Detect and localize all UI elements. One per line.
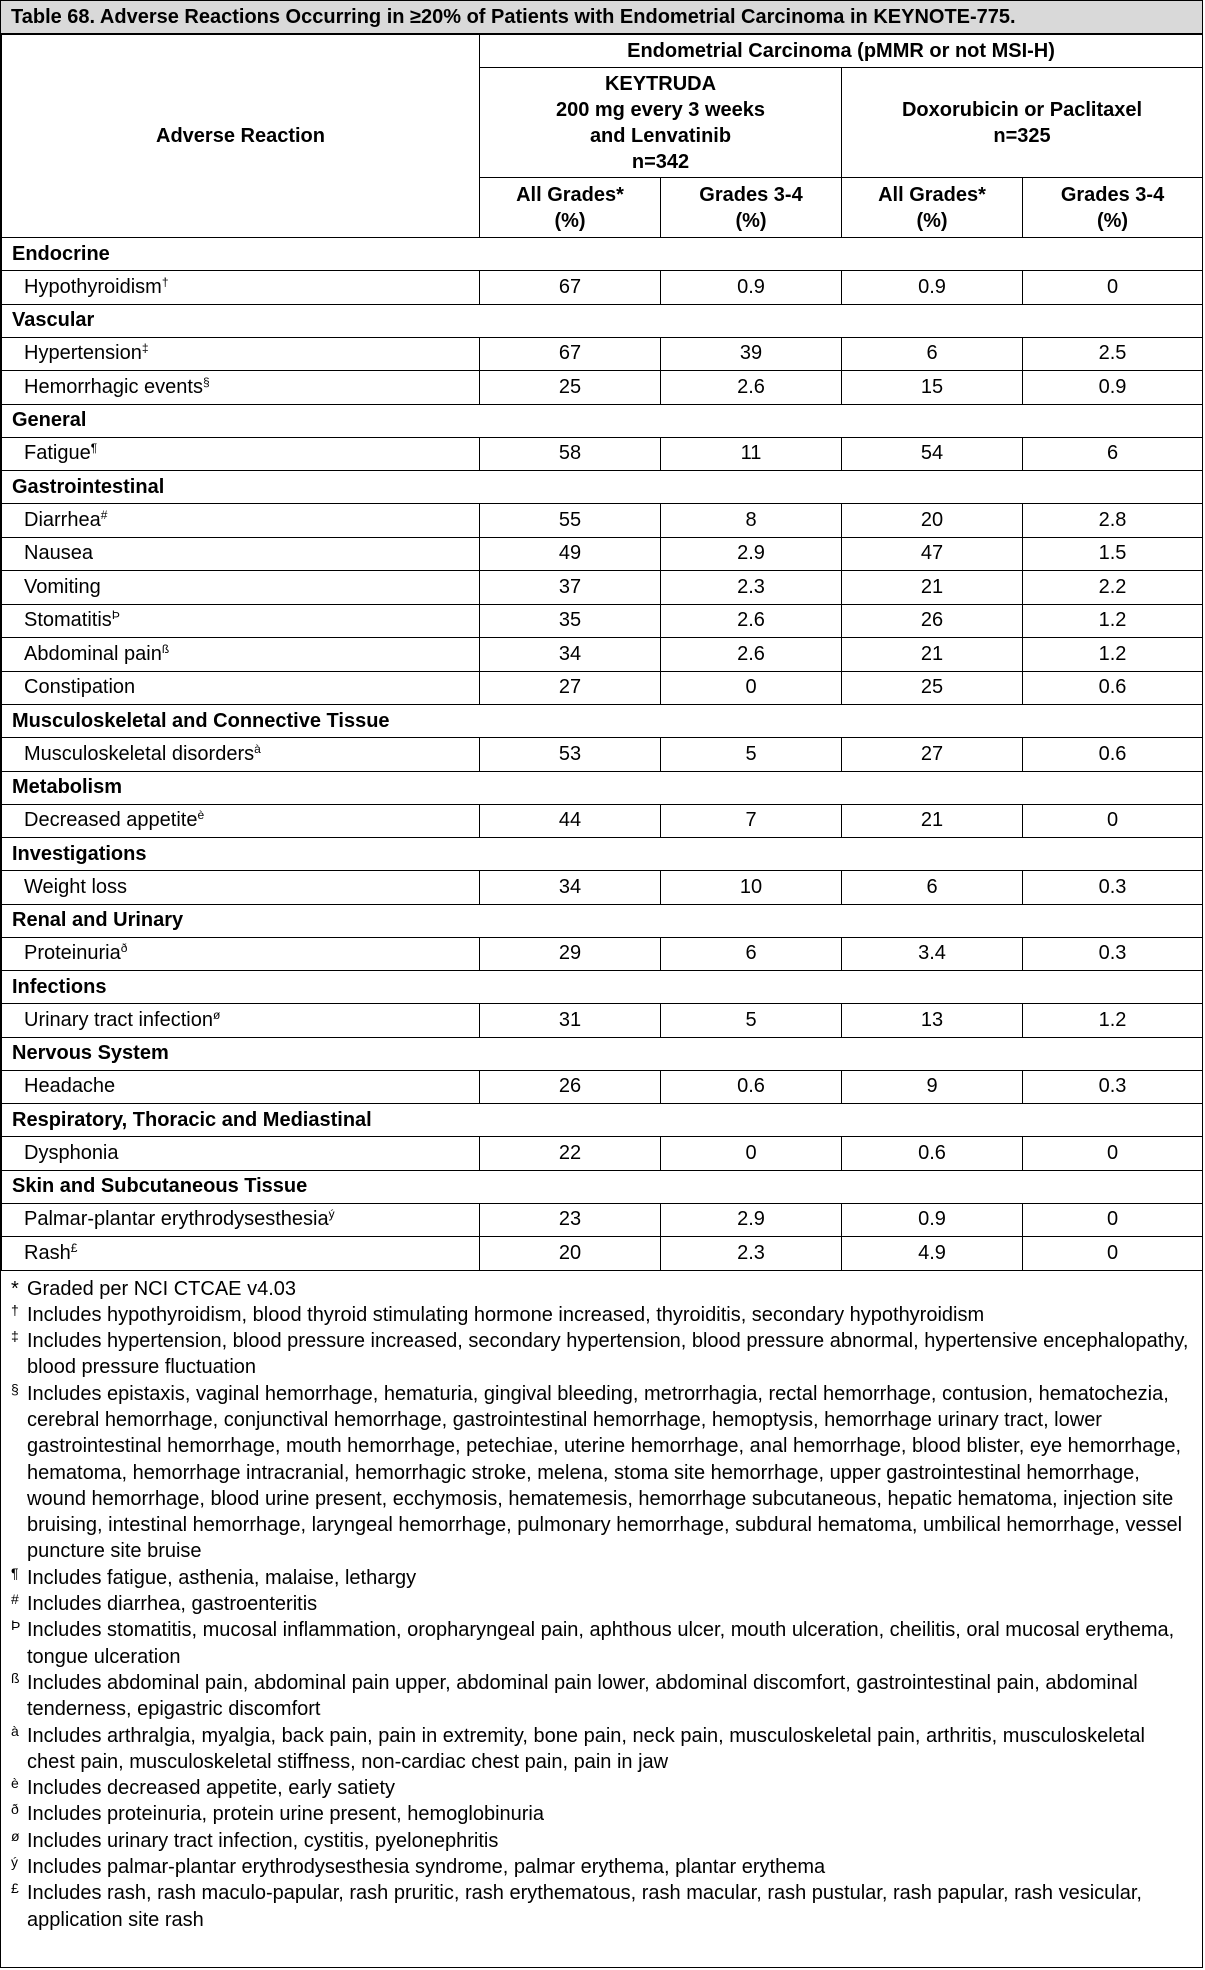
table-row (2, 571, 1203, 605)
table-row (2, 1203, 1203, 1237)
comparator-all-grades-cell: 0.6 (842, 1137, 1023, 1171)
table-row (2, 871, 1203, 905)
comparator-grades-3-4-cell: 0.6 (1023, 671, 1203, 705)
keytruda-all-grades-cell: 37 (480, 571, 661, 605)
table-row (2, 1237, 1203, 1271)
keytruda-grades-3-4-cell: 8 (661, 504, 842, 538)
keytruda-all-grades-cell: 20 (480, 1237, 661, 1271)
keytruda-all-grades-cell: 29 (480, 937, 661, 971)
category-row (2, 238, 1203, 271)
reaction-name: Stomatitis (24, 609, 112, 632)
footnote (11, 1828, 1192, 1854)
footnote-mark: § (11, 1380, 19, 1397)
keytruda-grades-3-4-cell: 0.6 (661, 1070, 842, 1104)
header-arm-keytruda (480, 68, 842, 178)
footnote-text: Includes hypothyroidism, blood thyroid stimulating hormone increased, thyroiditis, secondary hypothyroidism (27, 1303, 985, 1326)
table-row (2, 437, 1203, 471)
comparator-grades-3-4-cell: 1.2 (1023, 1004, 1203, 1038)
footnote-mark: ß (11, 1669, 20, 1686)
category-label: Skin and Subcutaneous Tissue (2, 1170, 1203, 1203)
comparator-grades-3-4-cell: 0.3 (1023, 871, 1203, 905)
reaction-label (2, 437, 480, 471)
table-row (2, 804, 1203, 838)
reaction-label (2, 604, 480, 638)
reaction-label (2, 671, 480, 705)
reaction-name: Rash (24, 1241, 71, 1264)
keytruda-all-grades-cell: 23 (480, 1203, 661, 1237)
reaction-label (2, 937, 480, 971)
category-row (2, 705, 1203, 738)
keytruda-grades-3-4-cell: 39 (661, 337, 842, 371)
reaction-name: Abdominal pain (24, 642, 162, 665)
comparator-all-grades-cell: 21 (842, 638, 1023, 672)
reaction-name: Palmar-plantar erythrodysesthesia (24, 1208, 329, 1231)
table-row (2, 604, 1203, 638)
reaction-label (2, 271, 480, 305)
comparator-grades-3-4-cell: 0.3 (1023, 1070, 1203, 1104)
category-label: Nervous System (2, 1037, 1203, 1070)
category-label: Metabolism (2, 771, 1203, 804)
comparator-all-grades-cell: 25 (842, 671, 1023, 705)
keytruda-all-grades-cell: 34 (480, 871, 661, 905)
category-row (2, 838, 1203, 871)
category-row (2, 1170, 1203, 1203)
footnote (11, 1591, 1192, 1617)
category-row (2, 304, 1203, 337)
footnote-mark: £ (11, 1880, 19, 1897)
comparator-grades-3-4-cell: 2.2 (1023, 571, 1203, 605)
footnote-text: Includes epistaxis, vaginal hemorrhage, hematuria, gingival bleeding, metrorrhagia, rectal hemorrhage, contusion, hematochezia, cerebral hemorrhage, conjunctival hemorrhage, gastrointestinal hemorrhage, hemoptysis, hemorrhage urinary tract, lower gastrointestinal hemorrhage, mouth hemorrhage, petechiae, uterine hemorrhage, anal hemorrhage, blood blister, eye hemorrhage, hematoma, hemorrhage intracranial, hemorrhagic stroke, melena, stoma site hemorrhage, upper gastrointestinal hemorrhage, wound hemorrhage, blood urine present, ecchymosis, hematemesis, hemorrhage subcutaneous, hepatic hematoma, injection site bruising, intestinal hemorrhage, laryngeal hemorrhage, pulmonary hemorrhage, subdural hematoma, umbilical hemorrhage, vessel puncture site bruise (27, 1382, 1183, 1563)
adverse-reactions-table (1, 34, 1203, 1271)
table-row (2, 1070, 1203, 1104)
keytruda-grades-3-4-cell: 2.9 (661, 1203, 842, 1237)
footnote-mark: † (11, 1301, 19, 1318)
header-grades34-arm2 (1023, 178, 1203, 238)
keytruda-grades-3-4-cell: 0 (661, 1137, 842, 1171)
comparator-grades-3-4-cell: 0 (1023, 1137, 1203, 1171)
comparator-grades-3-4-cell: 0 (1023, 271, 1203, 305)
keytruda-all-grades-cell: 58 (480, 437, 661, 471)
reaction-label (2, 871, 480, 905)
table-row (2, 271, 1203, 305)
comparator-all-grades-cell: 47 (842, 537, 1023, 571)
footnote-marker: § (202, 374, 210, 389)
comparator-all-grades-cell: 6 (842, 871, 1023, 905)
footnote-mark: ¶ (11, 1564, 19, 1581)
comparator-all-grades-cell: 6 (842, 337, 1023, 371)
keytruda-grades-3-4-cell: 11 (661, 437, 842, 471)
keytruda-all-grades-cell: 49 (480, 537, 661, 571)
reaction-name: Fatigue (24, 442, 91, 465)
category-label: Renal and Urinary (2, 904, 1203, 937)
table-row (2, 337, 1203, 371)
category-label: General (2, 404, 1203, 437)
category-label: Endocrine (2, 238, 1203, 271)
comparator-all-grades-cell: 54 (842, 437, 1023, 471)
footnote-text: Includes abdominal pain, abdominal pain upper, abdominal pain lower, abdominal discomfort, gastrointestinal pain, abdominal tenderness, epigastric discomfort (27, 1671, 1138, 1721)
reaction-label (2, 1203, 480, 1237)
table-row (2, 738, 1203, 772)
comparator-grades-3-4-cell: 6 (1023, 437, 1203, 471)
footnote-text: Includes fatigue, asthenia, malaise, lethargy (27, 1566, 417, 1589)
footnote-mark: ø (11, 1827, 20, 1844)
comparator-all-grades-cell: 0.9 (842, 271, 1023, 305)
reaction-name: Hypothyroidism (24, 275, 162, 298)
keytruda-all-grades-cell: 31 (480, 1004, 661, 1038)
arm1-line: n=342 (631, 150, 690, 173)
header-all-grades-arm1 (480, 178, 661, 238)
comparator-all-grades-cell: 21 (842, 571, 1023, 605)
footnote-marker: £ (70, 1240, 78, 1255)
table-row (2, 1137, 1203, 1171)
reaction-label (2, 1004, 480, 1038)
comparator-grades-3-4-cell: 2.8 (1023, 504, 1203, 538)
table-row (2, 671, 1203, 705)
comparator-all-grades-cell: 20 (842, 504, 1023, 538)
reaction-label (2, 638, 480, 672)
footnote (11, 1854, 1192, 1880)
comparator-grades-3-4-cell: 0.3 (1023, 937, 1203, 971)
footnote (11, 1723, 1192, 1776)
reaction-name: Proteinuria (24, 942, 121, 965)
category-label: Vascular (2, 304, 1203, 337)
comparator-grades-3-4-cell: 1.2 (1023, 638, 1203, 672)
comparator-grades-3-4-cell: 0.9 (1023, 371, 1203, 405)
table-row (2, 504, 1203, 538)
comparator-grades-3-4-cell: 0 (1023, 1237, 1203, 1271)
reaction-label (2, 1137, 480, 1171)
keytruda-grades-3-4-cell: 2.3 (661, 571, 842, 605)
footnote-text: Includes stomatitis, mucosal inflammation, oropharyngeal pain, aphthous ulcer, mouth ulceration, cheilitis, oral mucosal erythema, tongue ulceration (27, 1619, 1175, 1668)
comparator-all-grades-cell: 21 (842, 804, 1023, 838)
keytruda-grades-3-4-cell: 2.6 (661, 638, 842, 672)
comparator-all-grades-cell: 13 (842, 1004, 1023, 1038)
table-title: Table 68. Adverse Reactions Occurring in ≥20% of Patients with Endometrial Carcinoma in KEYNOTE-775. (1, 1, 1202, 34)
footnote-marker: ð (120, 941, 128, 956)
reaction-name: Musculoskeletal disorders (24, 742, 255, 765)
keytruda-all-grades-cell: 44 (480, 804, 661, 838)
keytruda-all-grades-cell: 67 (480, 337, 661, 371)
footnote-text: Includes rash, rash maculo-papular, rash pruritic, rash erythematous, rash macular, rash pustular, rash papular, rash vesicular, application site rash (27, 1882, 1142, 1931)
comparator-all-grades-cell: 15 (842, 371, 1023, 405)
footnote-mark: è (11, 1775, 19, 1792)
table-row (2, 638, 1203, 672)
footnote (11, 1880, 1192, 1933)
arm2-line: n=325 (993, 124, 1051, 147)
footnote-text: Includes diarrhea, gastroenteritis (27, 1593, 318, 1616)
footnote (11, 1670, 1192, 1723)
reaction-name: Headache (24, 1075, 116, 1098)
keytruda-grades-3-4-cell: 0.9 (661, 271, 842, 305)
keytruda-all-grades-cell: 34 (480, 638, 661, 672)
header-line: Grades 3-4 (1060, 183, 1165, 206)
reaction-label (2, 804, 480, 838)
arm1-line: KEYTRUDA (604, 72, 717, 95)
table-row (2, 371, 1203, 405)
comparator-all-grades-cell: 0.9 (842, 1203, 1023, 1237)
header-line: (%) (916, 209, 948, 232)
keytruda-grades-3-4-cell: 2.6 (661, 371, 842, 405)
reaction-name: Vomiting (24, 575, 101, 598)
keytruda-grades-3-4-cell: 2.6 (661, 604, 842, 638)
footnote (11, 1801, 1192, 1827)
reaction-name: Nausea (24, 542, 93, 565)
header-endometrial-group: Endometrial Carcinoma (pMMR or not MSI-H) (480, 35, 1203, 68)
header-line: All Grades* (878, 183, 986, 206)
footnote-mark: ‡ (11, 1328, 19, 1345)
reaction-label (2, 504, 480, 538)
comparator-grades-3-4-cell: 0 (1023, 804, 1203, 838)
comparator-grades-3-4-cell: 0 (1023, 1203, 1203, 1237)
category-row (2, 1037, 1203, 1070)
reaction-name: Diarrhea (24, 508, 101, 531)
footnote-marker: ø (212, 1007, 221, 1022)
keytruda-grades-3-4-cell: 5 (661, 738, 842, 772)
reaction-label (2, 1237, 480, 1271)
footnote (11, 1775, 1192, 1801)
footnote-text: Includes proteinuria, protein urine present, hemoglobinuria (27, 1803, 544, 1826)
comparator-all-grades-cell: 26 (842, 604, 1023, 638)
header-adverse-reaction: Adverse Reaction (2, 35, 480, 238)
footnote-text: Includes hypertension, blood pressure increased, secondary hypertension, blood pressure abnormal, hypertensive encephalopathy, blood pressure fluctuation (27, 1330, 1189, 1379)
footnote-mark: # (11, 1591, 19, 1608)
comparator-grades-3-4-cell: 0.6 (1023, 738, 1203, 772)
category-label: Infections (2, 971, 1203, 1004)
footnote-marker: # (100, 507, 108, 522)
table-row (2, 937, 1203, 971)
footnote-marker: ß (161, 641, 170, 656)
footnote-mark: ý (11, 1854, 18, 1871)
keytruda-all-grades-cell: 53 (480, 738, 661, 772)
table-row (2, 1004, 1203, 1038)
arm1-line: 200 mg every 3 weeks (555, 98, 766, 121)
reaction-name: Decreased appetite (24, 809, 198, 832)
category-row (2, 471, 1203, 504)
footnote-text: Includes palmar-plantar erythrodysesthesia syndrome, palmar erythema, plantar erythema (27, 1856, 826, 1879)
reaction-label (2, 738, 480, 772)
footnote-text: Graded per NCI CTCAE v4.03 (27, 1277, 296, 1300)
footnote-text: Includes arthralgia, myalgia, back pain, pain in extremity, bone pain, neck pain, musculoskeletal pain, arthritis, musculoskeletal chest pain, musculoskeletal stiffness, non-cardiac chest pain, pain in jaw (27, 1724, 1145, 1773)
category-label: Gastrointestinal (2, 471, 1203, 504)
footnote (11, 1565, 1192, 1591)
reaction-name: Constipation (24, 676, 136, 699)
footnote-mark: à (11, 1722, 19, 1739)
reaction-label (2, 371, 480, 405)
reaction-label (2, 537, 480, 571)
footnote-mark: ð (11, 1801, 19, 1818)
category-row (2, 771, 1203, 804)
reaction-name: Urinary tract infection (24, 1008, 213, 1031)
header-line: Grades 3-4 (699, 183, 803, 206)
footnote-marker: ‡ (141, 341, 149, 356)
footnote (11, 1617, 1192, 1670)
footnote-marker: Þ (111, 608, 120, 623)
reaction-label (2, 571, 480, 605)
category-row (2, 404, 1203, 437)
keytruda-grades-3-4-cell: 6 (661, 937, 842, 971)
footnote-text: Includes decreased appetite, early satiety (27, 1777, 395, 1800)
header-line: All Grades* (516, 183, 624, 206)
footnote (11, 1328, 1192, 1381)
keytruda-grades-3-4-cell: 0 (661, 671, 842, 705)
reaction-name: Hemorrhagic events (24, 375, 203, 398)
category-row (2, 904, 1203, 937)
header-arm-comparator (842, 68, 1203, 178)
keytruda-grades-3-4-cell: 10 (661, 871, 842, 905)
keytruda-all-grades-cell: 27 (480, 671, 661, 705)
footnote-marker: ¶ (90, 441, 98, 456)
keytruda-grades-3-4-cell: 5 (661, 1004, 842, 1038)
footnotes (1, 1271, 1202, 1933)
comparator-all-grades-cell: 27 (842, 738, 1023, 772)
footnote-marker: è (197, 808, 205, 823)
footnote (11, 1302, 1192, 1328)
keytruda-grades-3-4-cell: 2.3 (661, 1237, 842, 1271)
header-line: (%) (1096, 209, 1129, 232)
reaction-name: Weight loss (24, 875, 128, 898)
keytruda-all-grades-cell: 35 (480, 604, 661, 638)
category-row (2, 971, 1203, 1004)
table-row (2, 537, 1203, 571)
footnote (11, 1276, 1192, 1302)
category-label: Respiratory, Thoracic and Mediastinal (2, 1104, 1203, 1137)
comparator-grades-3-4-cell: 1.2 (1023, 604, 1203, 638)
footnote-mark: Þ (11, 1617, 21, 1634)
reaction-label (2, 1070, 480, 1104)
footnote-marker: ý (328, 1207, 335, 1222)
footnote-marker: † (161, 274, 169, 289)
arm2-line: Doxorubicin or Paclitaxel (901, 98, 1143, 121)
reaction-name: Hypertension (24, 342, 142, 365)
keytruda-all-grades-cell: 67 (480, 271, 661, 305)
footnote-text: Includes urinary tract infection, cystitis, pyelonephritis (27, 1829, 499, 1852)
category-row (2, 1104, 1203, 1137)
footnote-marker: à (254, 741, 261, 756)
keytruda-all-grades-cell: 55 (480, 504, 661, 538)
header-line: (%) (735, 209, 767, 232)
comparator-grades-3-4-cell: 1.5 (1023, 537, 1203, 571)
comparator-all-grades-cell: 3.4 (842, 937, 1023, 971)
keytruda-grades-3-4-cell: 7 (661, 804, 842, 838)
category-label: Investigations (2, 838, 1203, 871)
header-all-grades-arm2 (842, 178, 1023, 238)
header-line: (%) (554, 209, 586, 232)
footnote (11, 1381, 1192, 1565)
keytruda-all-grades-cell: 26 (480, 1070, 661, 1104)
comparator-grades-3-4-cell: 2.5 (1023, 337, 1203, 371)
keytruda-all-grades-cell: 25 (480, 371, 661, 405)
comparator-all-grades-cell: 9 (842, 1070, 1023, 1104)
reaction-name: Dysphonia (24, 1141, 119, 1164)
comparator-all-grades-cell: 4.9 (842, 1237, 1023, 1271)
footnote-mark: * (11, 1277, 19, 1300)
keytruda-all-grades-cell: 22 (480, 1137, 661, 1171)
category-label: Musculoskeletal and Connective Tissue (2, 705, 1203, 738)
header-grades34-arm1 (661, 178, 842, 238)
keytruda-grades-3-4-cell: 2.9 (661, 537, 842, 571)
reaction-label (2, 337, 480, 371)
arm1-line: and Lenvatinib (589, 124, 732, 147)
